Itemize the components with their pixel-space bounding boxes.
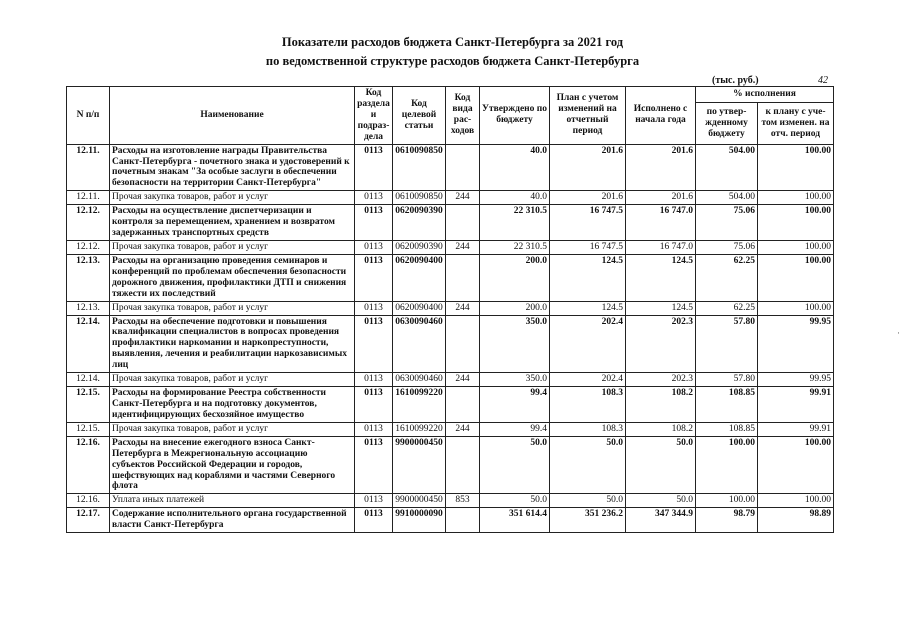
- cell-pct-approved: 57.80: [696, 373, 758, 387]
- cell-section: 0113: [355, 254, 393, 301]
- cell-name: Расходы на формирование Реестра собственности Санкт-Петербурга и на подготовку документов, идентифицирующих бесхозяйное имущество: [110, 387, 355, 423]
- cell-article: 9910000090: [393, 508, 446, 533]
- cell-pct-plan: 100.00: [758, 205, 834, 241]
- cell-pct-plan: 100.00: [758, 191, 834, 205]
- cell-pct-plan: 100.00: [758, 494, 834, 508]
- page-number: 42: [818, 75, 828, 86]
- table-row: [67, 373, 834, 387]
- cell-kind: [446, 387, 480, 423]
- cell-article: 0610090850: [393, 191, 446, 205]
- cell-approved: 200.0: [480, 301, 550, 315]
- cell-name: Расходы на изготовление награды Правительства Санкт-Петербурга - почетного знака и удостоверений к почетным знакам "За особые заслуги в обеспечении безопасности на территории Санкт-Петербурга": [110, 144, 355, 191]
- cell-approved: 22 310.5: [480, 205, 550, 241]
- cell-num: 12.13.: [67, 301, 110, 315]
- cell-plan: 108.3: [550, 387, 626, 423]
- cell-approved: 40.0: [480, 191, 550, 205]
- cell-plan: 108.3: [550, 422, 626, 436]
- cell-name: Уплата иных платежей: [110, 494, 355, 508]
- table-body: [67, 144, 834, 533]
- cell-executed: 201.6: [626, 144, 696, 191]
- table-row: [67, 144, 834, 191]
- cell-num: 12.15.: [67, 387, 110, 423]
- cell-kind: [446, 205, 480, 241]
- cell-pct-plan: 100.00: [758, 436, 834, 494]
- col-header-percent-group: % исполнения: [696, 87, 834, 103]
- cell-approved: 99.4: [480, 387, 550, 423]
- cell-article: 0620090390: [393, 205, 446, 241]
- cell-pct-plan: 99.95: [758, 315, 834, 373]
- cell-section: 0113: [355, 191, 393, 205]
- cell-approved: 40.0: [480, 144, 550, 191]
- cell-section: 0113: [355, 508, 393, 533]
- table-row: [67, 205, 834, 241]
- cell-section: 0113: [355, 494, 393, 508]
- cell-pct-approved: 75.06: [696, 240, 758, 254]
- cell-pct-approved: 108.85: [696, 387, 758, 423]
- cell-pct-plan: 100.00: [758, 254, 834, 301]
- cell-num: 12.16.: [67, 494, 110, 508]
- cell-name: Расходы на осуществление диспетчеризации и контроля за перемещением, хранением и возвратом задержанных транспортных средств: [110, 205, 355, 241]
- table-row: [67, 240, 834, 254]
- cell-article: 0630090460: [393, 315, 446, 373]
- cell-name: Расходы на внесение ежегодного взноса Санкт-Петербурга в Межрегиональную ассоциацию субъектов Российской Федерации и городов, шефствующих над кораблями и частями Северного флота: [110, 436, 355, 494]
- cell-pct-approved: 108.85: [696, 422, 758, 436]
- cell-pct-plan: 99.91: [758, 387, 834, 423]
- header-row-1: [67, 87, 834, 103]
- cell-pct-approved: 504.00: [696, 144, 758, 191]
- cell-num: 12.12.: [67, 205, 110, 241]
- cell-num: 12.14.: [67, 373, 110, 387]
- cell-section: 0113: [355, 240, 393, 254]
- scan-mark: ·: [897, 328, 900, 338]
- cell-section: 0113: [355, 301, 393, 315]
- cell-approved: 350.0: [480, 315, 550, 373]
- units-label: (тыс. руб.): [712, 75, 759, 86]
- cell-num: 12.11.: [67, 191, 110, 205]
- cell-plan: 201.6: [550, 144, 626, 191]
- col-header-pct-plan: к плану с уче-том изменен. на отч. период: [758, 103, 834, 144]
- cell-approved: 200.0: [480, 254, 550, 301]
- cell-kind: 244: [446, 422, 480, 436]
- cell-executed: 124.5: [626, 301, 696, 315]
- cell-article: 0620090400: [393, 301, 446, 315]
- document-title-line2: по ведомственной структуре расходов бюджета Санкт-Петербурга: [265, 54, 640, 68]
- cell-num: 12.13.: [67, 254, 110, 301]
- cell-pct-plan: 100.00: [758, 240, 834, 254]
- cell-article: 0620090390: [393, 240, 446, 254]
- cell-executed: 347 344.9: [626, 508, 696, 533]
- col-header-name: Наименование: [110, 87, 355, 145]
- col-header-kind: Код вида рас-ходов: [446, 87, 480, 145]
- cell-pct-approved: 62.25: [696, 301, 758, 315]
- cell-kind: 244: [446, 240, 480, 254]
- cell-executed: 108.2: [626, 422, 696, 436]
- cell-name: Прочая закупка товаров, работ и услуг: [110, 373, 355, 387]
- cell-plan: 124.5: [550, 254, 626, 301]
- cell-approved: 22 310.5: [480, 240, 550, 254]
- table-row: [67, 315, 834, 373]
- table-row: [67, 422, 834, 436]
- cell-section: 0113: [355, 436, 393, 494]
- cell-num: 12.12.: [67, 240, 110, 254]
- cell-kind: 853: [446, 494, 480, 508]
- cell-num: 12.14.: [67, 315, 110, 373]
- cell-executed: 16 747.0: [626, 205, 696, 241]
- col-header-article: Код целевой статьи: [393, 87, 446, 145]
- table-row: [67, 191, 834, 205]
- cell-plan: 50.0: [550, 494, 626, 508]
- cell-article: 9900000450: [393, 494, 446, 508]
- cell-kind: [446, 436, 480, 494]
- cell-pct-approved: 100.00: [696, 494, 758, 508]
- cell-num: 12.17.: [67, 508, 110, 533]
- cell-plan: 202.4: [550, 315, 626, 373]
- cell-executed: 50.0: [626, 494, 696, 508]
- cell-executed: 16 747.0: [626, 240, 696, 254]
- cell-kind: 244: [446, 301, 480, 315]
- cell-executed: 202.3: [626, 373, 696, 387]
- cell-approved: 50.0: [480, 494, 550, 508]
- cell-num: 12.15.: [67, 422, 110, 436]
- cell-article: 0630090460: [393, 373, 446, 387]
- cell-pct-plan: 100.00: [758, 144, 834, 191]
- cell-plan: 201.6: [550, 191, 626, 205]
- cell-section: 0113: [355, 373, 393, 387]
- cell-plan: 16 747.5: [550, 205, 626, 241]
- cell-executed: 202.3: [626, 315, 696, 373]
- cell-pct-plan: 99.95: [758, 373, 834, 387]
- table-row: [67, 494, 834, 508]
- cell-name: Прочая закупка товаров, работ и услуг: [110, 422, 355, 436]
- cell-plan: 351 236.2: [550, 508, 626, 533]
- cell-article: 0610090850: [393, 144, 446, 191]
- cell-plan: 50.0: [550, 436, 626, 494]
- cell-kind: [446, 144, 480, 191]
- cell-pct-approved: 57.80: [696, 315, 758, 373]
- table-row: [67, 301, 834, 315]
- cell-name: Прочая закупка товаров, работ и услуг: [110, 301, 355, 315]
- col-header-approved: Утверждено по бюджету: [480, 87, 550, 145]
- cell-plan: 124.5: [550, 301, 626, 315]
- col-header-pct-approved: по утвер-жденному бюджету: [696, 103, 758, 144]
- cell-pct-approved: 75.06: [696, 205, 758, 241]
- cell-approved: 350.0: [480, 373, 550, 387]
- cell-section: 0113: [355, 422, 393, 436]
- cell-name: Прочая закупка товаров, работ и услуг: [110, 240, 355, 254]
- cell-pct-approved: 100.00: [696, 436, 758, 494]
- cell-pct-approved: 62.25: [696, 254, 758, 301]
- col-header-section: Код раздела и подраз-дела: [355, 87, 393, 145]
- col-header-plan: План с учетом изменений на отчетный период: [550, 87, 626, 145]
- cell-plan: 202.4: [550, 373, 626, 387]
- cell-kind: 244: [446, 373, 480, 387]
- cell-num: 12.16.: [67, 436, 110, 494]
- cell-pct-plan: 99.91: [758, 422, 834, 436]
- cell-pct-approved: 98.79: [696, 508, 758, 533]
- cell-executed: 108.2: [626, 387, 696, 423]
- cell-name: Расходы на организацию проведения семинаров и конференций по проблемам обеспечения безопасности дорожного движения, профилактики ДТП и снижения тяжести их последствий: [110, 254, 355, 301]
- cell-section: 0113: [355, 144, 393, 191]
- cell-pct-plan: 98.89: [758, 508, 834, 533]
- cell-name: Содержание исполнительного органа государственной власти Санкт-Петербурга: [110, 508, 355, 533]
- col-header-num: N п/п: [67, 87, 110, 145]
- cell-pct-plan: 100.00: [758, 301, 834, 315]
- table-row: [67, 387, 834, 423]
- cell-kind: [446, 508, 480, 533]
- cell-num: 12.11.: [67, 144, 110, 191]
- cell-executed: 50.0: [626, 436, 696, 494]
- cell-approved: 351 614.4: [480, 508, 550, 533]
- document-title-line1: Показатели расходов бюджета Санкт-Петербурга за 2021 год: [281, 35, 624, 49]
- cell-section: 0113: [355, 387, 393, 423]
- cell-executed: 201.6: [626, 191, 696, 205]
- table-row: [67, 508, 834, 533]
- col-header-executed: Исполнено с начала года: [626, 87, 696, 145]
- table-row: [67, 436, 834, 494]
- table-row: [67, 254, 834, 301]
- cell-article: 9900000450: [393, 436, 446, 494]
- cell-article: 0620090400: [393, 254, 446, 301]
- cell-approved: 50.0: [480, 436, 550, 494]
- cell-name: Расходы на обеспечение подготовки и повышения квалификации специалистов в вопросах проведения профилактики наркомании и наркопреступности, выявления, лечения и реабилитации наркозависимых лиц: [110, 315, 355, 373]
- cell-executed: 124.5: [626, 254, 696, 301]
- cell-kind: 244: [446, 191, 480, 205]
- cell-section: 0113: [355, 205, 393, 241]
- cell-pct-approved: 504.00: [696, 191, 758, 205]
- cell-article: 1610099220: [393, 422, 446, 436]
- cell-plan: 16 747.5: [550, 240, 626, 254]
- cell-article: 1610099220: [393, 387, 446, 423]
- cell-name: Прочая закупка товаров, работ и услуг: [110, 191, 355, 205]
- expenditure-table: [66, 86, 834, 533]
- cell-kind: [446, 315, 480, 373]
- cell-approved: 99.4: [480, 422, 550, 436]
- cell-section: 0113: [355, 315, 393, 373]
- cell-kind: [446, 254, 480, 301]
